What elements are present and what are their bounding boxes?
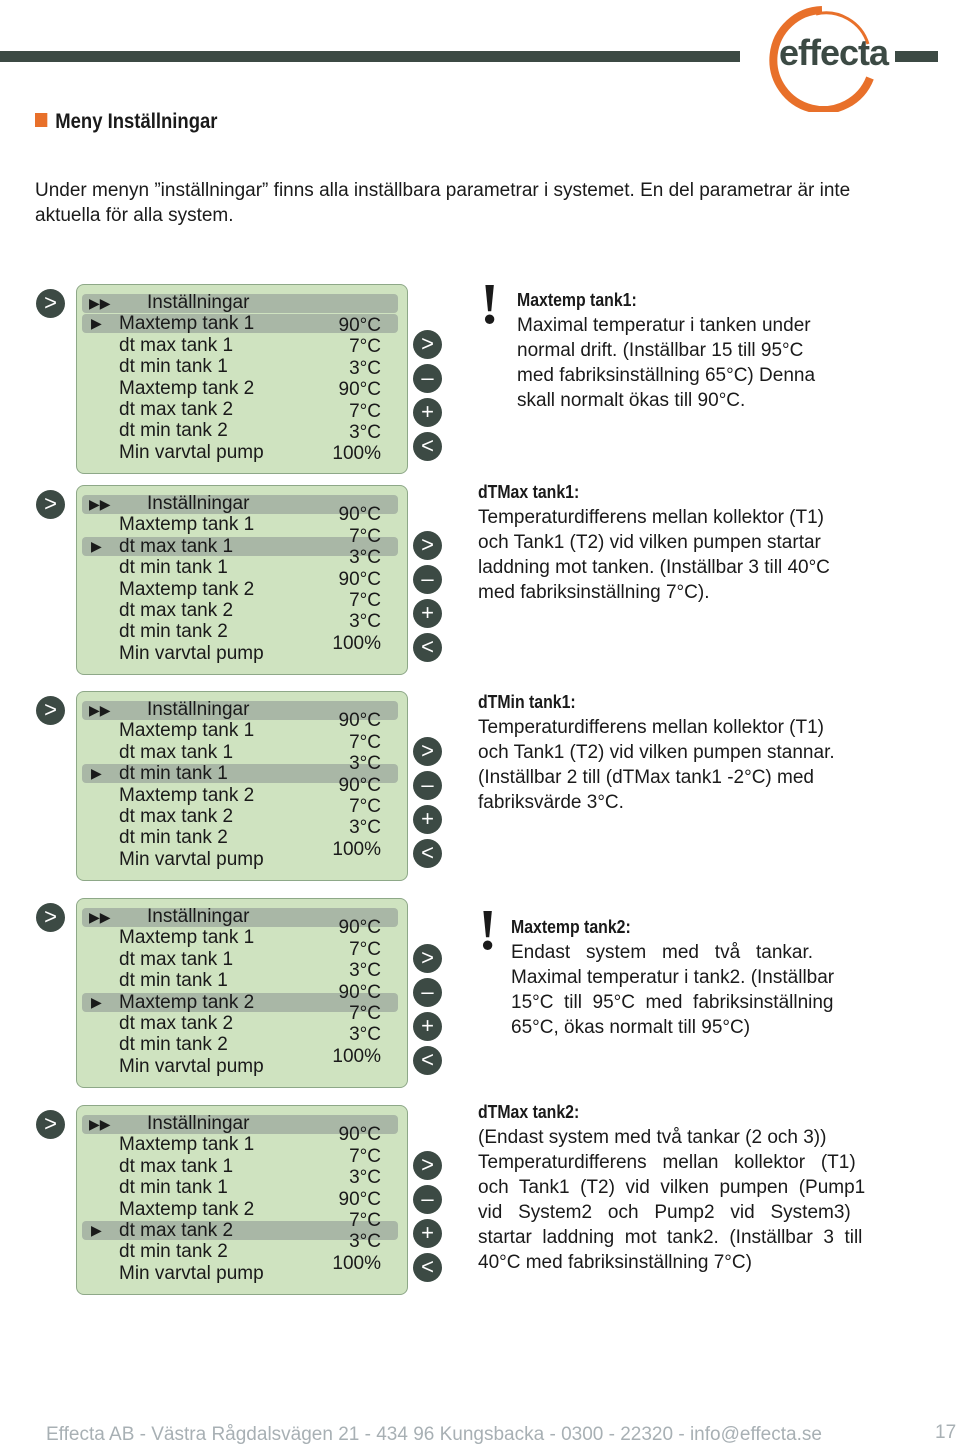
selection-arrow-icon: ▶ bbox=[91, 1222, 102, 1238]
lcd-menu-item[interactable]: dt max tank 2 bbox=[119, 1013, 234, 1034]
enter-button[interactable]: > bbox=[36, 696, 65, 725]
lcd-header: Inställningar bbox=[147, 906, 250, 927]
lcd-value: 3°C bbox=[349, 1167, 381, 1189]
plus-button[interactable]: + bbox=[413, 398, 442, 427]
header-arrow-icon: ▶▶ bbox=[89, 702, 111, 718]
parameter-heading: dTMin tank1: bbox=[478, 692, 576, 712]
lcd-menu-item[interactable]: Maxtemp tank 1 bbox=[119, 514, 255, 536]
footer: Effecta AB - Västra Rågdalsvägen 21 - 434 96 Kungsbacka - 0300 - 22320 - info@effecta.se bbox=[46, 1424, 822, 1445]
lcd-menu-item[interactable]: dt max tank 1 bbox=[119, 535, 234, 557]
parameter-description bbox=[517, 288, 815, 413]
lcd-menu-item[interactable]: Maxtemp tank 2 bbox=[119, 377, 255, 399]
description-line: startar laddning mot tank2. (Inställbar 3 till bbox=[478, 1227, 863, 1248]
enter-button[interactable]: > bbox=[36, 490, 65, 519]
lcd-value: 3°C bbox=[349, 611, 381, 633]
plus-button[interactable]: + bbox=[413, 1012, 442, 1041]
lcd-value: 90°C bbox=[338, 710, 381, 732]
selection-arrow-icon: ▶ bbox=[91, 993, 102, 1010]
enter-button[interactable]: > bbox=[36, 289, 65, 318]
lcd-value: 90°C bbox=[338, 379, 381, 401]
lcd-menu-item[interactable]: dt max tank 2 bbox=[119, 600, 234, 621]
lcd-menu-item[interactable]: dt min tank 1 bbox=[119, 557, 228, 579]
enter-button[interactable]: > bbox=[36, 1110, 65, 1139]
back-button[interactable]: < bbox=[413, 1046, 442, 1075]
lcd-value: 7°C bbox=[349, 1210, 381, 1232]
intro-paragraph: Under menyn ”inställningar” finns alla inställbara parametrar i systemet. En del parametrar är inte aktuella för alla system. bbox=[35, 180, 851, 226]
lcd-menu-item[interactable]: dt max tank 2 bbox=[119, 1220, 234, 1241]
description-line: Maximal temperatur i tanken under bbox=[517, 315, 811, 336]
parameter-description bbox=[478, 690, 835, 815]
parameter-heading: dTMax tank2: bbox=[478, 1102, 580, 1122]
lcd-menu-item[interactable]: Min varvtal pump bbox=[119, 441, 264, 463]
section-title-text: Meny Inställningar bbox=[55, 110, 218, 133]
parameter-description bbox=[478, 1100, 865, 1275]
lcd-menu-item[interactable]: dt max tank 1 bbox=[119, 948, 234, 970]
lcd-menu-item[interactable]: dt max tank 1 bbox=[119, 334, 234, 356]
description-line: (Endast system med två tankar (2 och 3)) bbox=[478, 1127, 827, 1148]
lcd-value: 90°C bbox=[338, 568, 381, 590]
selection-arrow-icon: ▶ bbox=[91, 315, 102, 332]
lcd-value: 90°C bbox=[338, 1188, 381, 1210]
lcd-menu-item[interactable]: dt min tank 1 bbox=[119, 1177, 228, 1199]
minus-button[interactable]: – bbox=[413, 364, 442, 393]
lcd-menu-item[interactable]: dt min tank 1 bbox=[119, 356, 228, 378]
lcd-value: 3°C bbox=[349, 753, 381, 775]
lcd-value: 7°C bbox=[349, 525, 381, 547]
description-line: och Tank1 (T2) vid vilken pumpen startar bbox=[478, 532, 821, 553]
description-line: Maximal temperatur i tank2. (Inställbar bbox=[511, 967, 835, 988]
warning-icon: ! bbox=[478, 897, 498, 962]
lcd-menu-item[interactable]: Min varvtal pump bbox=[119, 1262, 264, 1284]
lcd-value: 90°C bbox=[338, 1124, 381, 1146]
next-button[interactable]: > bbox=[413, 737, 442, 766]
lcd-value: 3°C bbox=[349, 960, 381, 982]
lcd-menu-item[interactable]: dt max tank 2 bbox=[119, 806, 234, 827]
lcd-value: 3°C bbox=[349, 422, 381, 443]
page-number: 17 bbox=[935, 1422, 957, 1443]
description-line: och Tank1 (T2) vid vilken pumpen stannar. bbox=[478, 742, 835, 763]
lcd-menu-item[interactable]: Maxtemp tank 2 bbox=[119, 1198, 255, 1220]
lcd-menu-item[interactable]: Maxtemp tank 1 bbox=[119, 720, 255, 742]
description-line: Endast system med två tankar. bbox=[511, 942, 814, 963]
description-line: 15°C till 95°C med fabriksinställning bbox=[511, 992, 834, 1013]
lcd-value: 100% bbox=[332, 443, 381, 465]
lcd-menu-item[interactable]: Min varvtal pump bbox=[119, 848, 264, 870]
lcd-value: 7°C bbox=[349, 590, 381, 612]
lcd-value: 7°C bbox=[349, 400, 381, 422]
description-line: 65°C, ökas normalt till 95°C) bbox=[511, 1017, 751, 1038]
minus-button[interactable]: – bbox=[413, 771, 442, 800]
lcd-menu-item[interactable]: dt min tank 1 bbox=[119, 763, 228, 785]
lcd-menu-item[interactable]: Maxtemp tank 1 bbox=[119, 927, 255, 949]
lcd-screen bbox=[76, 284, 408, 474]
lcd-value: 90°C bbox=[338, 917, 381, 939]
minus-button[interactable]: – bbox=[413, 565, 442, 594]
lcd-value: 3°C bbox=[349, 1231, 381, 1253]
lcd-screen bbox=[76, 898, 408, 1088]
next-button[interactable]: > bbox=[413, 944, 442, 973]
description-line: (Inställbar 2 till (dTMax tank1 -2°C) med bbox=[478, 767, 814, 788]
lcd-header: Inställningar bbox=[147, 493, 250, 514]
description-line: Temperaturdifferens mellan kollektor (T1) bbox=[478, 1152, 856, 1173]
lcd-screen bbox=[76, 485, 408, 675]
lcd-value: 90°C bbox=[338, 981, 381, 1003]
section-title bbox=[35, 110, 217, 134]
lcd-value: 7°C bbox=[349, 1003, 381, 1025]
lcd-menu-item[interactable]: dt min tank 2 bbox=[119, 420, 228, 442]
lcd-value: 3°C bbox=[349, 817, 381, 839]
description-line: Temperaturdifferens mellan kollektor (T1) bbox=[478, 717, 825, 738]
lcd-value: 90°C bbox=[338, 315, 381, 336]
lcd-value: 7°C bbox=[349, 796, 381, 818]
parameter-description bbox=[478, 480, 830, 605]
lcd-value: 3°C bbox=[349, 357, 381, 379]
logo-text: effecta bbox=[779, 32, 889, 73]
lcd-menu-item[interactable]: dt min tank 2 bbox=[119, 621, 228, 643]
back-button[interactable]: < bbox=[413, 1253, 442, 1282]
lcd-value: 100% bbox=[332, 1045, 381, 1067]
lcd-header: Inställningar bbox=[147, 292, 250, 313]
lcd-value: 7°C bbox=[349, 336, 381, 358]
header-bar bbox=[0, 51, 740, 62]
parameter-heading: dTMax tank1: bbox=[478, 482, 580, 502]
warning-icon: ! bbox=[480, 271, 500, 336]
next-button[interactable]: > bbox=[413, 330, 442, 359]
selection-arrow-icon: ▶ bbox=[91, 765, 102, 782]
back-button[interactable]: < bbox=[413, 432, 442, 461]
description-line: med fabriksinställning 65°C) Denna bbox=[517, 365, 816, 386]
description-line: Temperaturdifferens mellan kollektor (T1) bbox=[478, 507, 825, 528]
enter-button[interactable]: > bbox=[36, 903, 65, 932]
parameter-description bbox=[511, 915, 834, 1040]
lcd-menu-item[interactable]: dt min tank 2 bbox=[119, 827, 228, 849]
description-line: med fabriksinställning 7°C). bbox=[478, 582, 710, 603]
lcd-screen bbox=[76, 691, 408, 881]
lcd-menu-item[interactable]: dt max tank 1 bbox=[119, 1155, 234, 1177]
lcd-menu-item[interactable]: dt max tank 2 bbox=[119, 399, 234, 420]
lcd-value: 100% bbox=[332, 632, 381, 654]
header-bar-end bbox=[895, 51, 938, 62]
lcd-menu-item[interactable]: dt min tank 2 bbox=[119, 1034, 228, 1056]
lcd-menu-item[interactable]: Maxtemp tank 2 bbox=[119, 578, 255, 600]
back-button[interactable]: < bbox=[413, 633, 442, 662]
lcd-menu-item[interactable]: Maxtemp tank 2 bbox=[119, 784, 255, 806]
lcd-menu-item[interactable]: Min varvtal pump bbox=[119, 642, 264, 664]
lcd-screen bbox=[76, 1105, 408, 1295]
lcd-menu-item[interactable]: Min varvtal pump bbox=[119, 1055, 264, 1077]
header-arrow-icon: ▶▶ bbox=[89, 496, 111, 512]
lcd-value: 3°C bbox=[349, 547, 381, 569]
lcd-value: 3°C bbox=[349, 1024, 381, 1046]
lcd-menu-item[interactable]: Maxtemp tank 1 bbox=[119, 313, 255, 335]
lcd-value: 7°C bbox=[349, 938, 381, 960]
description-line: normal drift. (Inställbar 15 till 95°C bbox=[517, 340, 804, 361]
bullet-square bbox=[35, 113, 47, 127]
minus-button[interactable]: – bbox=[413, 978, 442, 1007]
description-line: laddning mot tanken. (Inställbar 3 till 40°C bbox=[478, 557, 830, 578]
next-button[interactable]: > bbox=[413, 1151, 442, 1180]
lcd-value: 7°C bbox=[349, 731, 381, 753]
description-line: skall normalt ökas till 90°C. bbox=[517, 390, 746, 411]
description-line: 40°C med fabriksinställning 7°C) bbox=[478, 1252, 752, 1273]
lcd-value: 90°C bbox=[338, 774, 381, 796]
selection-arrow-icon: ▶ bbox=[91, 537, 102, 554]
lcd-value: 100% bbox=[332, 1252, 381, 1274]
lcd-menu-item[interactable]: dt min tank 2 bbox=[119, 1241, 228, 1263]
minus-button[interactable]: – bbox=[413, 1185, 442, 1214]
lcd-menu-item[interactable]: Maxtemp tank 2 bbox=[119, 991, 255, 1013]
back-button[interactable]: < bbox=[413, 839, 442, 868]
header-arrow-icon: ▶▶ bbox=[89, 295, 111, 311]
description-line: fabriksvärde 3°C. bbox=[478, 792, 624, 813]
description-line: och Tank1 (T2) vid vilken pumpen (Pump1 bbox=[478, 1177, 866, 1198]
header-arrow-icon: ▶▶ bbox=[89, 1116, 111, 1132]
lcd-menu-item[interactable]: dt max tank 1 bbox=[119, 741, 234, 763]
lcd-value: 7°C bbox=[349, 1145, 381, 1167]
header-arrow-icon: ▶▶ bbox=[89, 909, 111, 925]
plus-button[interactable]: + bbox=[413, 599, 442, 628]
lcd-header: Inställningar bbox=[147, 699, 250, 720]
description-line: vid System2 och Pump2 vid System3) bbox=[478, 1202, 851, 1223]
lcd-header: Inställningar bbox=[147, 1113, 250, 1134]
parameter-heading: Maxtemp tank1: bbox=[517, 290, 637, 310]
next-button[interactable]: > bbox=[413, 531, 442, 560]
plus-button[interactable]: + bbox=[413, 1219, 442, 1248]
plus-button[interactable]: + bbox=[413, 805, 442, 834]
lcd-menu-item[interactable]: dt min tank 1 bbox=[119, 970, 228, 992]
lcd-value: 100% bbox=[332, 838, 381, 860]
lcd-menu-item[interactable]: Maxtemp tank 1 bbox=[119, 1134, 255, 1156]
parameter-heading: Maxtemp tank2: bbox=[511, 917, 631, 937]
lcd-value: 90°C bbox=[338, 504, 381, 526]
